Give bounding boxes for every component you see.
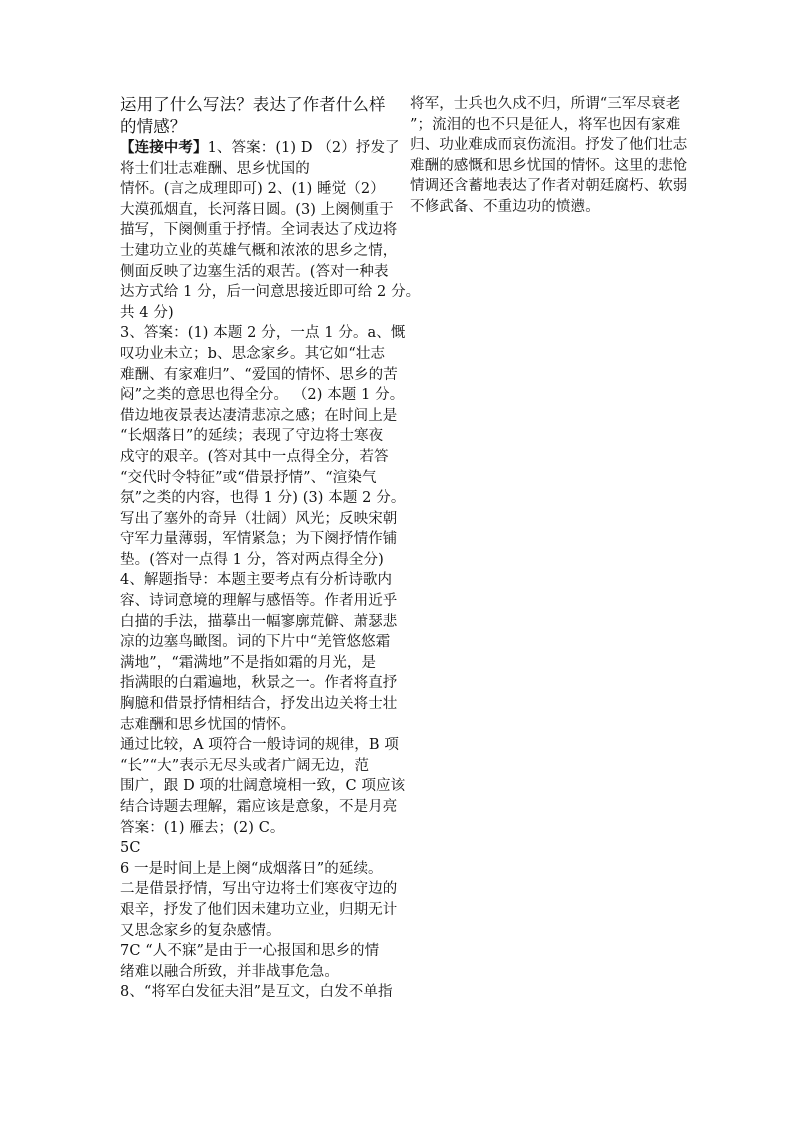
answer-line: 情怀。(言之成理即可) 2、(1) 睡觉（2） <box>120 181 385 198</box>
answer-line: 二是借景抒情，写出守边将士们寒夜守边的 <box>120 881 398 898</box>
answer-line: 绪难以融合所致，并非战事危急。 <box>120 963 339 980</box>
answer-line: 结合诗题去理解，霜应该是意象，不是月亮 <box>120 799 398 815</box>
answer-line: 闷”之类的意思也得全分。 （2) 本题 1 分。 <box>120 387 405 404</box>
answer-line: 将军，士兵也久戍不归，所谓“三军尽衰老 <box>410 96 681 112</box>
answer-line: 氛”之类的内容，也得 1 分) (3) 本题 2 分。 <box>120 490 406 507</box>
answer-line: 达方式给 1 分，后一问意思接近即可给 2 分。 <box>120 284 421 301</box>
answer-header: 【连接中考】 <box>120 139 208 156</box>
answer-line: 归、功业难成而哀伤流泪。抒发了他们壮志 <box>410 137 688 154</box>
left-column <box>120 94 421 1003</box>
question-line: 的情感？ <box>120 117 187 136</box>
answer-line: “长烟落日”的延续；表现了守边将士寒夜 <box>120 428 384 445</box>
answer-line <box>120 138 400 159</box>
right-column <box>410 94 688 218</box>
answer-line: 围广，跟 D 项的壮阔意境相一致，C 项应该 <box>120 778 406 795</box>
answer-line: 大漠孤烟直，长河落日圆。(3) 上阕侧重于 <box>120 201 394 218</box>
answer-line: 又思念家乡的复杂感情。 <box>120 922 281 939</box>
answer-line: 答案：(1) 雁去；(2) C。 <box>120 819 285 836</box>
answer-line: 满地”，“霜满地”不是指如霜的月光，是 <box>120 654 377 671</box>
answer-line: “交代时令特征”或“借景抒情”、“渲染气 <box>120 469 377 486</box>
answer-line: 士建功立业的英雄气概和浓浓的思乡之情， <box>120 242 398 259</box>
answer-line: 6 一是时间上是上阕“成烟落日”的延续。 <box>120 860 383 877</box>
answer-line: 共 4 分) <box>120 304 174 321</box>
answer-line: 白描的手法，描摹出一幅寥廓荒僻、萧瑟悲 <box>120 613 398 630</box>
answer-line: 将士们壮志难酬、思乡忧国的 <box>120 160 310 177</box>
answer-line: 4、解题指导：本题主要考点有分析诗歌内 <box>120 572 393 589</box>
answer-line: “长”“大”表示无尽头或者广阔无边，范 <box>120 757 370 774</box>
answer-line: 凉的边塞鸟瞰图。词的下片中“羌管悠悠霜 <box>120 634 391 651</box>
answer-line-text: 1、答案：(1) D （2）抒发了 <box>207 140 400 156</box>
answer-line: 7C “人不寐”是由于一心报国和思乡的情 <box>120 943 380 960</box>
answer-line: 戍守的艰辛。(答对其中一点得全分，若答 <box>120 448 389 465</box>
answer-line: 志难酬和思乡忧国的情怀。 <box>120 716 296 733</box>
answer-line: 容、诗词意境的理解与感悟等。作者用近乎 <box>120 593 398 610</box>
answer-line: 情调还含蓄地表达了作者对朝廷腐朽、软弱 <box>410 178 688 195</box>
answer-line: 叹功业未立；b、思念家乡。其它如“壮志 <box>120 345 386 362</box>
answer-line: 描写，下阕侧重于抒情。全词表达了戍边将 <box>120 222 398 239</box>
answer-line: 5C <box>120 840 141 857</box>
answer-line: 通过比较，A 项符合一般诗词的规律，B 项 <box>120 737 399 754</box>
answer-line: 8、“将军白发征夫泪”是互文，白发不单指 <box>120 984 393 1001</box>
question-line: 运用了什么写法？表达了作者什么样 <box>120 95 386 114</box>
answer-line: 写出了塞外的奇异（壮阔）风光；反映宋朝 <box>120 510 398 527</box>
answer-line: 3、答案：(1) 本题 2 分，一点 1 分。a、慨 <box>120 325 406 342</box>
answer-line: 难酬、有家难归”、“爱国的情怀、思乡的苦 <box>120 366 398 383</box>
answer-line: 难酬的感慨和思乡忧国的情怀。这里的悲怆 <box>410 157 688 174</box>
answer-line: 侧面反映了边塞生活的艰苦。(答对一种表 <box>120 263 389 280</box>
answer-line: 不修武备、不重边功的愤懑。 <box>410 198 600 215</box>
answer-line: ”；流泪的也不只是征人，将军也因有家难 <box>410 116 681 133</box>
answer-line: 胸臆和借景抒情相结合，抒发出边关将士壮 <box>120 696 398 713</box>
answer-line: 借边地夜景表达凄清悲凉之感；在时间上是 <box>120 407 398 424</box>
answer-line: 指满眼的白霜遍地，秋景之一。作者将直抒 <box>120 675 398 692</box>
answer-line: 艰辛，抒发了他们因未建功立业，归期无计 <box>120 901 398 918</box>
answer-line: 守军力量薄弱，军情紧急；为下阕抒情作铺 <box>120 531 398 548</box>
answer-line: 垫。(答对一点得 1 分，答对两点得全分) <box>120 551 384 568</box>
